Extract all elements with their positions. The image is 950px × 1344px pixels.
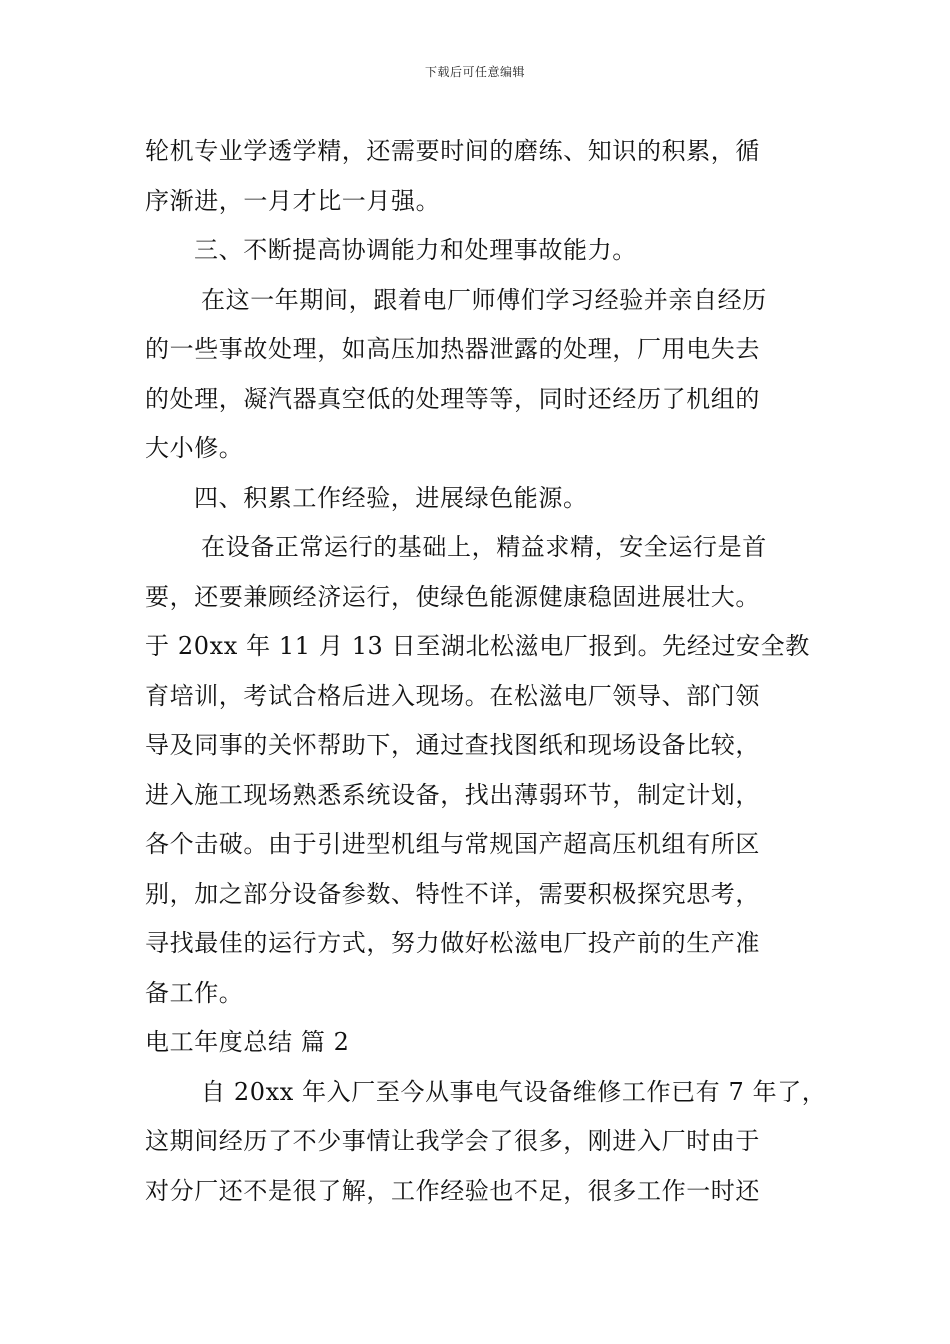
section-heading: 四、积累工作经验，进展绿色能源。 xyxy=(194,483,588,512)
text-line: 各个击破。由于引进型机组与常规国产超高压机组有所区 xyxy=(145,830,760,858)
text-line: 轮机专业学透学精，还需要时间的磨练、知识的积累，循 xyxy=(145,137,760,165)
text-line: 别，加之部分设备参数、特性不详，需要积极探究思考， xyxy=(145,879,760,908)
text-line: 导及同事的关怀帮助下，通过查找图纸和现场设备比较， xyxy=(145,731,760,759)
text-line: 这期间经历了不少事情让我学会了很多，刚进入厂时由于 xyxy=(145,1127,760,1155)
text-line: 的一些事故处理，如高压加热器泄露的处理，厂用电失去 xyxy=(145,335,760,363)
document-title: 电工年度总结 篇 2 xyxy=(145,1028,350,1056)
text-line: 育培训，考试合格后进入现场。在松滋电厂领导、部门领 xyxy=(145,681,760,710)
section-heading: 三、不断提高协调能力和处理事故能力。 xyxy=(194,236,637,264)
text-line: 在这一年期间，跟着电厂师傅们学习经验并亲自经历 xyxy=(201,285,767,314)
text-line: 进入施工现场熟悉系统设备，找出薄弱环节，制定计划， xyxy=(145,780,760,809)
text-line: 对分厂还不是很了解，工作经验也不足，很多工作一时还 xyxy=(145,1176,760,1205)
text-line: 在设备正常运行的基础上，精益求精，安全运行是首 xyxy=(201,533,767,561)
document-body xyxy=(145,127,827,1216)
text-line: 的处理，凝汽器真空低的处理等等，同时还经历了机组的 xyxy=(145,384,760,413)
text-line: 自 20xx 年入厂至今从事电气设备维修工作已有 7 年了， xyxy=(201,1077,827,1106)
text-line: 寻找最佳的运行方式，努力做好松滋电厂投产前的生产准 xyxy=(145,929,760,957)
text-line: 于 20xx 年 11 月 13 日至湖北松滋电厂报到。先经过安全教 xyxy=(145,632,810,660)
page-header-note: 下载后可任意编辑 xyxy=(424,65,525,79)
text-line: 序渐进，一月才比一月强。 xyxy=(145,186,441,215)
text-line: 备工作。 xyxy=(145,978,244,1007)
text-line: 大小修。 xyxy=(145,434,244,462)
text-line: 要，还要兼顾经济运行，使绿色能源健康稳固进展壮大。 xyxy=(145,582,760,611)
